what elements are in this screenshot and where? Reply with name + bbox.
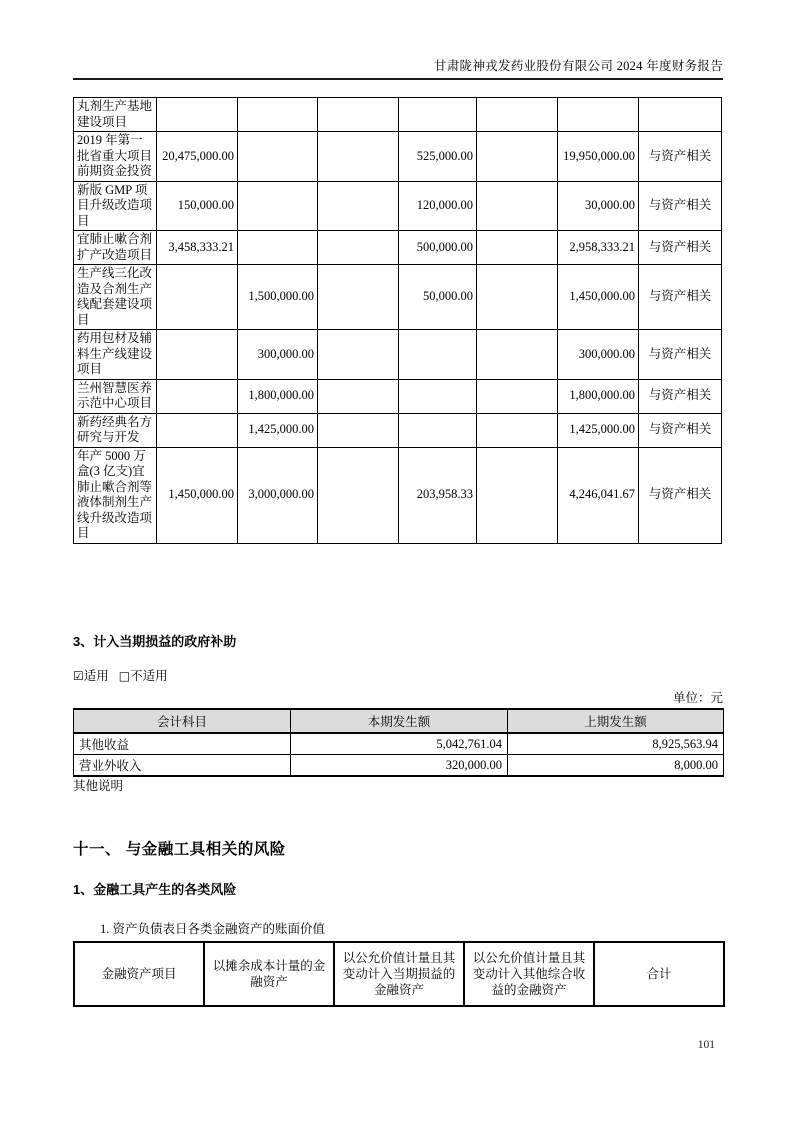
amount-cell: 50,000.00 xyxy=(399,265,477,330)
asset-relation-cell xyxy=(639,98,722,132)
table-row xyxy=(74,379,722,413)
amount-cell xyxy=(318,181,399,231)
amount-cell: 5,042,761.04 xyxy=(291,733,508,755)
section-heading-grants: 3、计入当期损益的政府补助 xyxy=(73,634,237,649)
project-name-cell: 新版 GMP 项目升级改造项目 xyxy=(74,181,157,231)
asset-relation-cell: 与资产相关 xyxy=(639,447,722,543)
amount-cell xyxy=(238,98,318,132)
amount-cell: 203,958.33 xyxy=(399,447,477,543)
amount-cell xyxy=(477,413,558,447)
asset-relation-cell: 与资产相关 xyxy=(639,181,722,231)
amount-cell xyxy=(157,379,238,413)
amount-cell xyxy=(318,98,399,132)
page-number: 101 xyxy=(697,1039,715,1051)
amount-cell: 1,425,000.00 xyxy=(558,413,639,447)
amount-cell: 500,000.00 xyxy=(399,231,477,265)
project-name-cell: 药用包材及辅料生产线建设项目 xyxy=(74,330,157,380)
amount-cell: 19,950,000.00 xyxy=(558,132,639,182)
deferred-grants-table xyxy=(73,97,722,544)
account-cell: 其他收益 xyxy=(74,733,291,755)
amount-cell xyxy=(157,330,238,380)
amount-cell xyxy=(318,265,399,330)
project-name-cell: 兰州智慧医养示范中心项目 xyxy=(74,379,157,413)
sub-heading-risk-types: 1、金融工具产生的各类风险 xyxy=(73,882,237,897)
column-header-account: 会计科目 xyxy=(74,709,291,733)
amount-cell xyxy=(157,265,238,330)
table-header-row xyxy=(74,942,724,1006)
page-header-title: 甘肃陇神戎发药业股份有限公司 2024 年度财务报告 xyxy=(433,59,723,73)
asset-relation-cell: 与资产相关 xyxy=(639,379,722,413)
column-header-prior-period: 上期发生额 xyxy=(508,709,724,733)
amount-cell xyxy=(477,447,558,543)
grants-table-body xyxy=(74,733,724,776)
amount-cell xyxy=(477,132,558,182)
amount-cell xyxy=(477,265,558,330)
amount-cell: 2,958,333.21 xyxy=(558,231,639,265)
amount-cell: 20,475,000.00 xyxy=(157,132,238,182)
amount-cell xyxy=(477,379,558,413)
applicable-label: 适用 xyxy=(83,669,109,683)
table-row xyxy=(74,447,722,543)
amount-cell xyxy=(318,413,399,447)
not-applicable-option xyxy=(119,669,168,683)
amount-cell xyxy=(318,447,399,543)
amount-cell xyxy=(399,413,477,447)
amount-cell: 3,000,000.00 xyxy=(238,447,318,543)
unit-label: 单位：元 xyxy=(672,691,723,705)
amount-cell: 1,800,000.00 xyxy=(558,379,639,413)
other-notes-label: 其他说明 xyxy=(73,779,124,793)
table-row xyxy=(74,231,722,265)
amount-cell: 300,000.00 xyxy=(558,330,639,380)
asset-relation-cell: 与资产相关 xyxy=(639,231,722,265)
amount-cell: 525,000.00 xyxy=(399,132,477,182)
table-row xyxy=(74,132,722,182)
amount-cell xyxy=(477,330,558,380)
applicability-row xyxy=(73,666,723,684)
amount-cell xyxy=(399,379,477,413)
amount-cell: 8,000.00 xyxy=(508,755,724,777)
amount-cell: 1,450,000.00 xyxy=(157,447,238,543)
amount-cell: 300,000.00 xyxy=(238,330,318,380)
project-name-cell: 宜肺止嗽合剂扩产改造项目 xyxy=(74,231,157,265)
project-name-cell: 年产 5000 万盒(3 亿支)宜肺止嗽合剂等液体制剂生产线升级改造项目 xyxy=(74,447,157,543)
column-header-amortized-cost: 以摊余成本计量的金融资产 xyxy=(204,942,334,1006)
deferred-grants-table-body xyxy=(74,98,722,544)
table-row xyxy=(74,755,724,777)
amount-cell xyxy=(558,98,639,132)
not-applicable-label: 不适用 xyxy=(130,669,168,683)
amount-cell: 1,425,000.00 xyxy=(238,413,318,447)
table-row xyxy=(74,733,724,755)
amount-cell xyxy=(157,98,238,132)
project-name-cell: 生产线三化改造及合剂生产线配套建设项目 xyxy=(74,265,157,330)
amount-cell xyxy=(238,132,318,182)
amount-cell: 1,500,000.00 xyxy=(238,265,318,330)
project-name-cell: 2019 年第一批省重大项目前期资金投资 xyxy=(74,132,157,182)
project-name-cell: 丸剂生产基地建设项目 xyxy=(74,98,157,132)
column-header-current-period: 本期发生额 xyxy=(291,709,508,733)
asset-relation-cell: 与资产相关 xyxy=(639,132,722,182)
amount-cell: 120,000.00 xyxy=(399,181,477,231)
asset-relation-cell: 与资产相关 xyxy=(639,265,722,330)
amount-cell xyxy=(238,231,318,265)
financial-assets-table xyxy=(73,941,725,1007)
amount-cell xyxy=(318,231,399,265)
amount-cell xyxy=(157,413,238,447)
amount-cell: 1,800,000.00 xyxy=(238,379,318,413)
applicable-option xyxy=(73,669,109,683)
amount-cell xyxy=(399,98,477,132)
table-row xyxy=(74,98,722,132)
table-row xyxy=(74,330,722,380)
amount-cell: 1,450,000.00 xyxy=(558,265,639,330)
amount-cell xyxy=(238,181,318,231)
section-heading-risk: 十一、 与金融工具相关的风险 xyxy=(73,841,286,858)
grants-profit-loss-table xyxy=(73,708,724,777)
amount-cell xyxy=(477,231,558,265)
project-name-cell: 新药经典名方研究与开发 xyxy=(74,413,157,447)
amount-cell: 8,925,563.94 xyxy=(508,733,724,755)
table-row xyxy=(74,265,722,330)
column-header-total: 合计 xyxy=(594,942,724,1006)
amount-cell: 150,000.00 xyxy=(157,181,238,231)
table-row xyxy=(74,181,722,231)
amount-cell xyxy=(477,98,558,132)
amount-cell xyxy=(477,181,558,231)
amount-cell xyxy=(399,330,477,380)
column-header-fvoci: 以公允价值计量且其变动计入其他综合收益的金融资产 xyxy=(464,942,594,1006)
table-row xyxy=(74,413,722,447)
amount-cell xyxy=(318,379,399,413)
checked-checkbox-icon: ☑ xyxy=(73,669,84,683)
amount-cell xyxy=(318,330,399,380)
header-rule xyxy=(73,78,723,80)
column-header-fvtpl: 以公允价值计量且其变动计入当期损益的金融资产 xyxy=(334,942,464,1006)
unchecked-checkbox-icon: □ xyxy=(118,669,131,683)
account-cell: 营业外收入 xyxy=(74,755,291,777)
amount-cell xyxy=(318,132,399,182)
amount-cell: 3,458,333.21 xyxy=(157,231,238,265)
amount-cell: 320,000.00 xyxy=(291,755,508,777)
asset-relation-cell: 与资产相关 xyxy=(639,413,722,447)
column-header-asset-item: 金融资产项目 xyxy=(74,942,204,1006)
amount-cell: 4,246,041.67 xyxy=(558,447,639,543)
asset-relation-cell: 与资产相关 xyxy=(639,330,722,380)
table-header-row xyxy=(74,709,724,733)
item-title-carrying-value: 1. 资产负债表日各类金融资产的账面价值 xyxy=(100,922,326,936)
amount-cell: 30,000.00 xyxy=(558,181,639,231)
